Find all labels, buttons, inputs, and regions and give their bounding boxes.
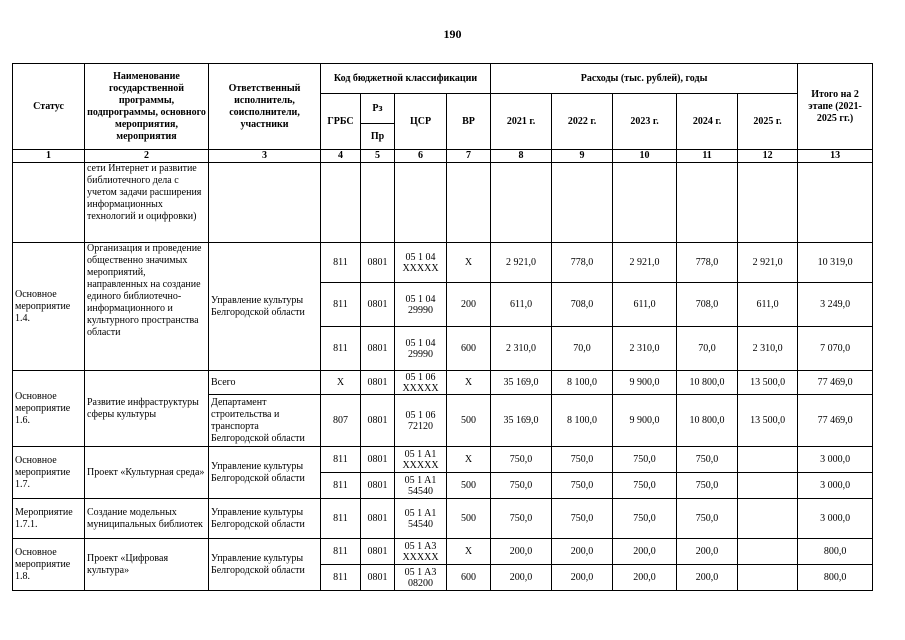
amount-2021: 750,0 — [491, 447, 552, 473]
table-row — [13, 163, 873, 243]
amount-2025: 611,0 — [738, 283, 798, 327]
grbs-cell: 811 — [321, 283, 361, 327]
amount-2022: 8 100,0 — [552, 395, 613, 447]
csr-cell: 05 1 04 XXXXX — [395, 243, 447, 283]
status-cell: Основное мероприятие 1.4. — [13, 243, 85, 371]
header-2024: 2024 г. — [677, 94, 738, 150]
amount-total: 800,0 — [798, 565, 873, 591]
csr-cell: 05 1 A1 54540 — [395, 473, 447, 499]
header-vr: ВР — [447, 94, 491, 150]
grbs-cell: 807 — [321, 395, 361, 447]
amount-2025: 2 921,0 — [738, 243, 798, 283]
header-responsible: Ответственный исполнитель, соисполнители, участники — [209, 64, 321, 150]
column-number: 2 — [85, 150, 209, 163]
column-number: 1 — [13, 150, 85, 163]
vr-cell: X — [447, 243, 491, 283]
column-number: 7 — [447, 150, 491, 163]
table-row — [13, 243, 873, 283]
column-number: 10 — [613, 150, 677, 163]
amount-2021: 35 169,0 — [491, 395, 552, 447]
status-cell: Основное мероприятие 1.6. — [13, 371, 85, 447]
amount-2025: 13 500,0 — [738, 371, 798, 395]
amount-2023: 9 900,0 — [613, 395, 677, 447]
column-number: 8 — [491, 150, 552, 163]
amount-2025 — [738, 499, 798, 539]
amount-total: 7 070,0 — [798, 327, 873, 371]
amount-2023: 750,0 — [613, 473, 677, 499]
responsible-cell: Всего — [209, 371, 321, 395]
amount-2023: 2 921,0 — [613, 243, 677, 283]
amount-2024: 10 800,0 — [677, 371, 738, 395]
header-2023: 2023 г. — [613, 94, 677, 150]
header-status: Статус — [13, 64, 85, 150]
amount-2021: 750,0 — [491, 473, 552, 499]
header-rz: Рз — [361, 94, 395, 124]
amount-total: 800,0 — [798, 539, 873, 565]
header-expenses: Расходы (тыс. рублей), годы — [491, 64, 798, 94]
rzpr-cell: 0801 — [361, 395, 395, 447]
header-total: Итого на 2 этапе (2021-2025 гг.) — [798, 64, 873, 150]
amount-2023: 750,0 — [613, 499, 677, 539]
csr-cell: 05 1 04 29990 — [395, 327, 447, 371]
vr-cell: X — [447, 447, 491, 473]
rzpr-cell: 0801 — [361, 447, 395, 473]
amount-2025: 2 310,0 — [738, 327, 798, 371]
activity-name: Организация и проведение общественно значимых мероприятий, направленных на создание единого библиотечно-информационного и культурного пространства области — [85, 243, 209, 371]
column-number: 12 — [738, 150, 798, 163]
csr-cell: 05 1 A1 XXXXX — [395, 447, 447, 473]
csr-cell: 05 1 06 72120 — [395, 395, 447, 447]
header-2025: 2025 г. — [738, 94, 798, 150]
header-2021: 2021 г. — [491, 94, 552, 150]
amount-2021: 2 310,0 — [491, 327, 552, 371]
amount-2021: 35 169,0 — [491, 371, 552, 395]
rzpr-cell: 0801 — [361, 283, 395, 327]
header-row-1 — [13, 64, 873, 94]
status-cell: Основное мероприятие 1.7. — [13, 447, 85, 499]
column-number: 6 — [395, 150, 447, 163]
csr-cell: 05 1 06 XXXXX — [395, 371, 447, 395]
amount-2023: 200,0 — [613, 565, 677, 591]
table-row — [13, 371, 873, 395]
amount-2022: 200,0 — [552, 539, 613, 565]
amount-2025 — [738, 473, 798, 499]
responsible-cell: Управление культуры Белгородской области — [209, 499, 321, 539]
responsible-cell: Управление культуры Белгородской области — [209, 539, 321, 591]
amount-2023: 9 900,0 — [613, 371, 677, 395]
vr-cell: 200 — [447, 283, 491, 327]
amount-2025 — [738, 447, 798, 473]
csr-cell: 05 1 04 29990 — [395, 283, 447, 327]
rzpr-cell: 0801 — [361, 565, 395, 591]
column-number: 4 — [321, 150, 361, 163]
vr-cell: 500 — [447, 473, 491, 499]
amount-2023: 200,0 — [613, 539, 677, 565]
vr-cell: 600 — [447, 327, 491, 371]
rzpr-cell: 0801 — [361, 473, 395, 499]
amount-total: 3 000,0 — [798, 447, 873, 473]
csr-cell: 05 1 A1 54540 — [395, 499, 447, 539]
column-number: 9 — [552, 150, 613, 163]
amount-2023: 2 310,0 — [613, 327, 677, 371]
column-number: 5 — [361, 150, 395, 163]
amount-total: 3 249,0 — [798, 283, 873, 327]
vr-cell: 600 — [447, 565, 491, 591]
header-budget-code: Код бюджетной классификации — [321, 64, 491, 94]
rzpr-cell: 0801 — [361, 327, 395, 371]
header-name: Наименование государственной программы, подпрограммы, основного мероприятия, мероприятия — [85, 64, 209, 150]
responsible-cell: Департамент строительства и транспорта Белгородской области — [209, 395, 321, 447]
header-pr: Пр — [361, 124, 395, 150]
amount-2023: 611,0 — [613, 283, 677, 327]
amount-2021: 611,0 — [491, 283, 552, 327]
grbs-cell: 811 — [321, 499, 361, 539]
rzpr-cell: 0801 — [361, 371, 395, 395]
budget-table — [12, 63, 873, 591]
amount-2022: 750,0 — [552, 473, 613, 499]
vr-cell: X — [447, 539, 491, 565]
grbs-cell: 811 — [321, 473, 361, 499]
amount-2024: 10 800,0 — [677, 395, 738, 447]
column-number: 11 — [677, 150, 738, 163]
amount-2021: 2 921,0 — [491, 243, 552, 283]
amount-2021: 750,0 — [491, 499, 552, 539]
amount-2024: 750,0 — [677, 473, 738, 499]
amount-2022: 8 100,0 — [552, 371, 613, 395]
amount-2021: 200,0 — [491, 539, 552, 565]
table-row — [13, 499, 873, 539]
amount-2024: 708,0 — [677, 283, 738, 327]
amount-total: 3 000,0 — [798, 499, 873, 539]
vr-cell: X — [447, 371, 491, 395]
rzpr-cell: 0801 — [361, 539, 395, 565]
grbs-cell: 811 — [321, 565, 361, 591]
amount-total: 3 000,0 — [798, 473, 873, 499]
grbs-cell: 811 — [321, 447, 361, 473]
column-number: 13 — [798, 150, 873, 163]
activity-name: сети Интернет и развитие библиотечного дела с учетом задачи расширения информационных технологий и оцифровки) — [85, 163, 209, 243]
header-grbs: ГРБС — [321, 94, 361, 150]
amount-2024: 200,0 — [677, 539, 738, 565]
vr-cell: 500 — [447, 499, 491, 539]
amount-2024: 70,0 — [677, 327, 738, 371]
rzpr-cell: 0801 — [361, 243, 395, 283]
amount-2025 — [738, 539, 798, 565]
table-row — [13, 539, 873, 565]
csr-cell: 05 1 A3 08200 — [395, 565, 447, 591]
status-cell: Мероприятие 1.7.1. — [13, 499, 85, 539]
status-cell: Основное мероприятие 1.8. — [13, 539, 85, 591]
amount-2024: 750,0 — [677, 499, 738, 539]
amount-2024: 200,0 — [677, 565, 738, 591]
grbs-cell: 811 — [321, 539, 361, 565]
grbs-cell: 811 — [321, 327, 361, 371]
amount-2022: 70,0 — [552, 327, 613, 371]
responsible-cell: Управление культуры Белгородской области — [209, 243, 321, 371]
amount-total: 10 319,0 — [798, 243, 873, 283]
activity-name: Проект «Культурная среда» — [85, 447, 209, 499]
amount-2022: 750,0 — [552, 499, 613, 539]
amount-2022: 200,0 — [552, 565, 613, 591]
table-row — [13, 447, 873, 473]
page-number: 190 — [443, 27, 462, 41]
activity-name: Развитие инфраструктуры сферы культуры — [85, 371, 209, 447]
amount-2025: 13 500,0 — [738, 395, 798, 447]
amount-2022: 708,0 — [552, 283, 613, 327]
activity-name: Создание модельных муниципальных библиотек — [85, 499, 209, 539]
amount-2024: 778,0 — [677, 243, 738, 283]
amount-2024: 750,0 — [677, 447, 738, 473]
amount-2023: 750,0 — [613, 447, 677, 473]
rzpr-cell: 0801 — [361, 499, 395, 539]
grbs-cell: X — [321, 371, 361, 395]
amount-total: 77 469,0 — [798, 371, 873, 395]
column-number-row — [13, 150, 873, 163]
column-number: 3 — [209, 150, 321, 163]
amount-2025 — [738, 565, 798, 591]
grbs-cell: 811 — [321, 243, 361, 283]
amount-2022: 750,0 — [552, 447, 613, 473]
csr-cell: 05 1 A3 XXXXX — [395, 539, 447, 565]
amount-total: 77 469,0 — [798, 395, 873, 447]
amount-2022: 778,0 — [552, 243, 613, 283]
responsible-cell: Управление культуры Белгородской области — [209, 447, 321, 499]
amount-2021: 200,0 — [491, 565, 552, 591]
header-csr: ЦСР — [395, 94, 447, 150]
header-2022: 2022 г. — [552, 94, 613, 150]
activity-name: Проект «Цифровая культура» — [85, 539, 209, 591]
vr-cell: 500 — [447, 395, 491, 447]
